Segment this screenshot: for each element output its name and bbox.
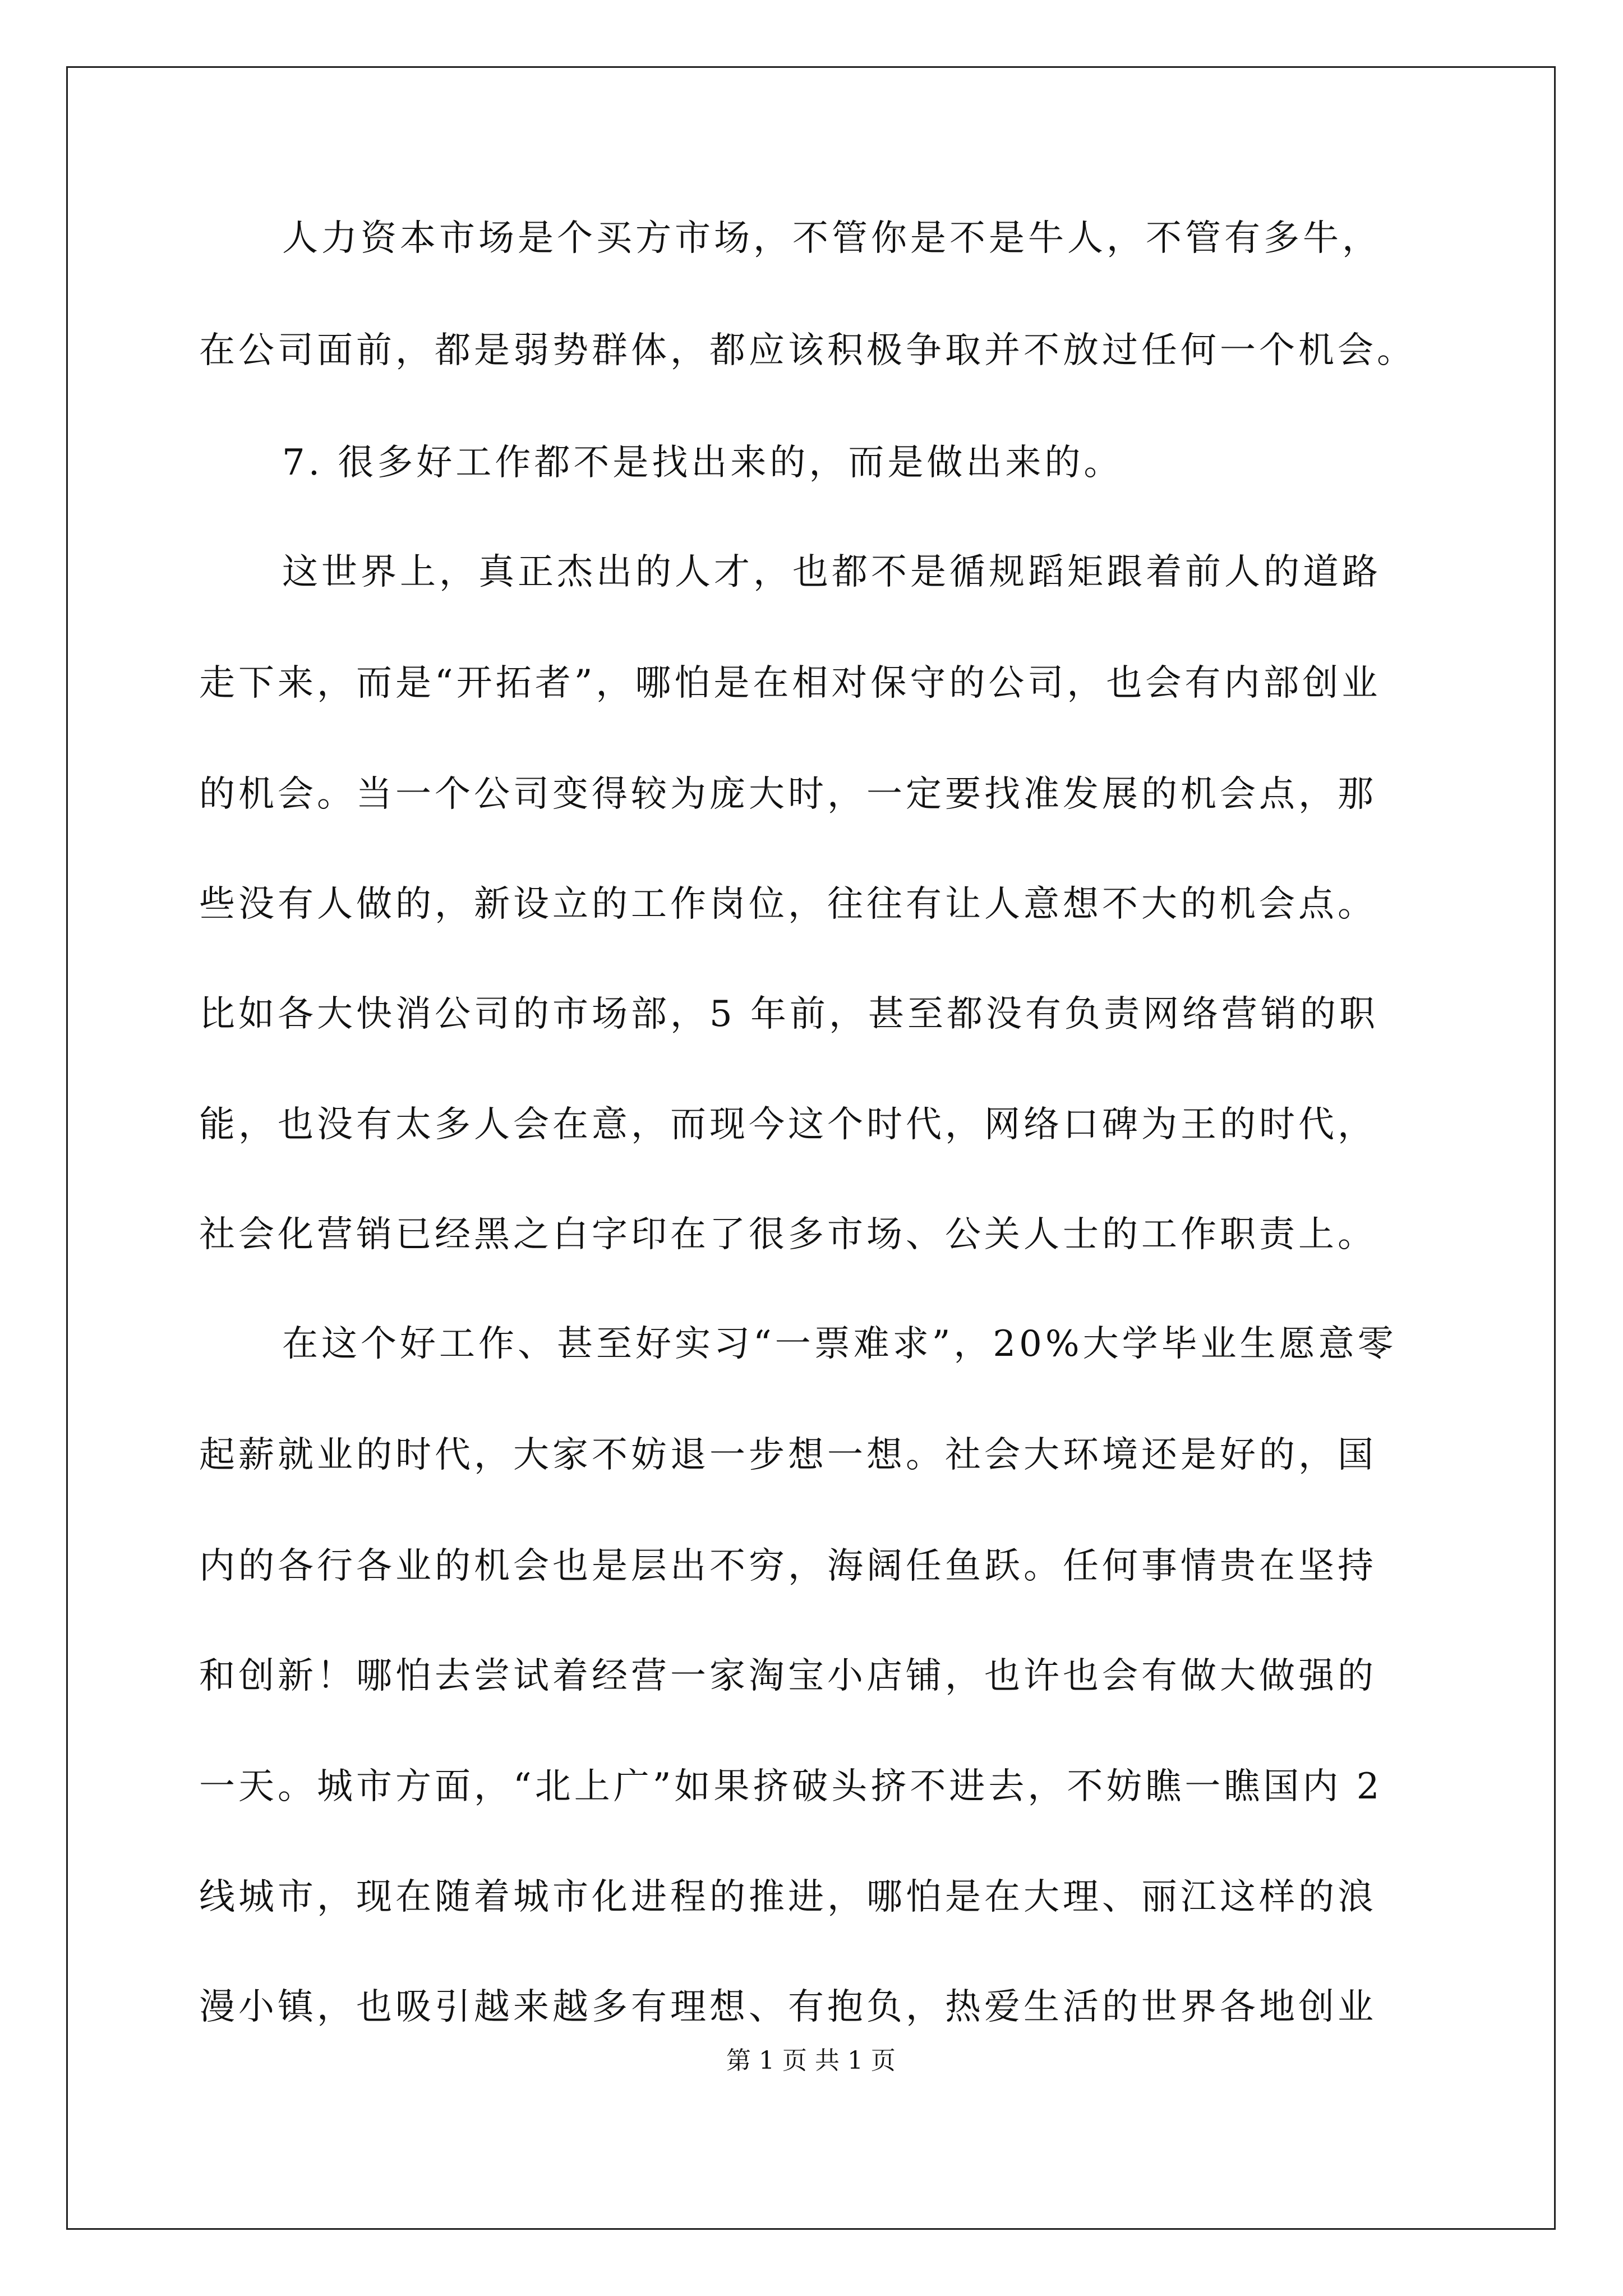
body-line-2: 在公司面前，都是弱势群体，都应该积极争取并不放过任何一个机会。 (199, 330, 1416, 371)
body-line-14: 一天。城市方面，“北上广”如果挤破头挤不进去，不妨瞧一瞧国内 2 (199, 1766, 1383, 1807)
body-line-8: 能，也没有太多人会在意，而现今这个时代，网络口碑为王的时代， (199, 1104, 1377, 1145)
page-number-footer: 第 1 页 共 1 页 (726, 2046, 896, 2075)
section-heading-7: 7. 很多好工作都不是找出来的，而是做出来的。 (282, 442, 1123, 484)
body-line-12: 内的各行各业的机会也是层出不穷，海阔任鱼跃。任何事情贵在坚持 (199, 1545, 1377, 1587)
body-line-16: 漫小镇，也吸引越来越多有理想、有抱负，热爱生活的世界各地创业 (199, 1986, 1377, 2028)
body-line-4: 走下来，而是“开拓者”，哪怕是在相对保守的公司，也会有内部创业 (199, 662, 1381, 704)
body-line-3: 这世界上，真正杰出的人才，也都不是循规蹈矩跟着前人的道路 (282, 551, 1381, 593)
body-line-9: 社会化营销已经黑之白字印在了很多市场、公关人士的工作职责上。 (199, 1214, 1377, 1255)
body-line-13: 和创新！哪怕去尝试着经营一家淘宝小店铺，也许也会有做大做强的 (199, 1655, 1377, 1697)
body-line-5: 的机会。当一个公司变得较为庞大时，一定要找准发展的机会点，那 (199, 774, 1377, 815)
body-line-10: 在这个好工作、甚至好实习“一票难求”，20%大学毕业生愿意零 (282, 1323, 1397, 1365)
body-line-7: 比如各大快消公司的市场部，5 年前，甚至都没有负责网络营销的职 (199, 993, 1379, 1035)
body-line-15: 线城市，现在随着城市化进程的推进，哪怕是在大理、丽江这样的浪 (199, 1876, 1377, 1918)
body-line-6: 些没有人做的，新设立的工作岗位，往往有让人意想不大的机会点。 (199, 884, 1377, 925)
body-line-11: 起薪就业的时代，大家不妨退一步想一想。社会大环境还是好的，国 (199, 1434, 1377, 1476)
body-line-1: 人力资本市场是个买方市场，不管你是不是牛人，不管有多牛， (282, 218, 1381, 259)
